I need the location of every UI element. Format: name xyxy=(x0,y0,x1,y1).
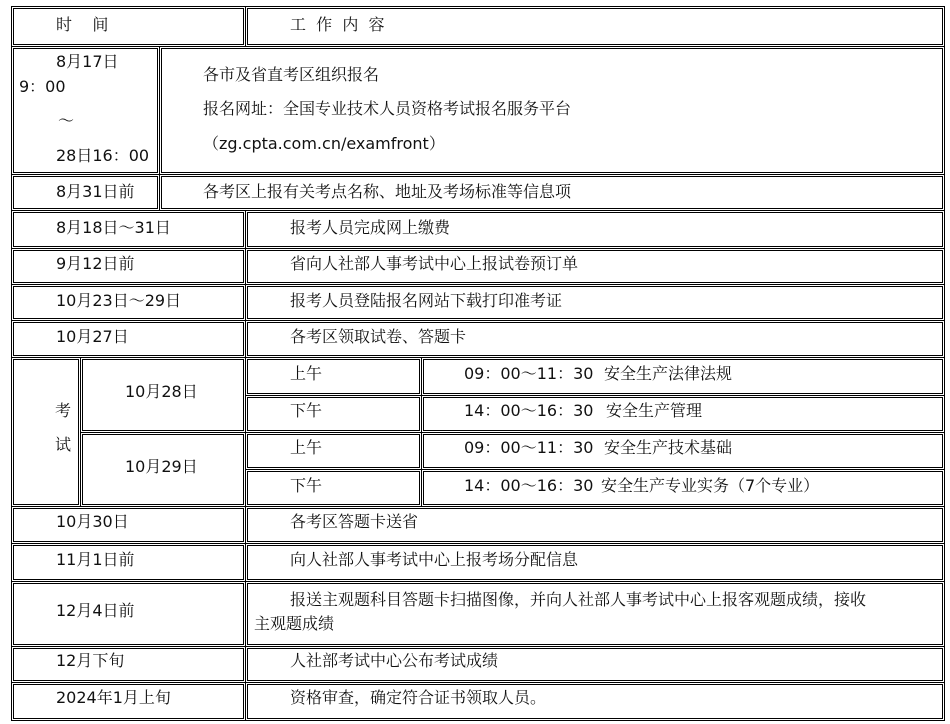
exam-label-cell xyxy=(11,357,81,507)
row-time-cell xyxy=(11,646,246,683)
row-content-cell xyxy=(159,174,945,211)
row-content-cell xyxy=(245,646,945,683)
row-content-cell xyxy=(245,682,945,721)
exam-period-cell xyxy=(245,432,422,470)
row-content: 资格审查，确定符合证书领取人员。 xyxy=(290,688,547,707)
row-time-cell xyxy=(11,174,160,211)
header-content-label: 工 作 内 容 xyxy=(290,15,385,34)
header-time-label: 时 间 xyxy=(56,15,109,34)
row-time-cell xyxy=(11,682,246,721)
row-content: 人社部考试中心公布考试成绩 xyxy=(290,651,499,670)
row-time-cell xyxy=(11,284,246,321)
row-content-cell xyxy=(245,284,945,321)
registration-time-line: ～ xyxy=(58,111,75,130)
row-content: 省向人社部人事考试中心上报试卷预订单 xyxy=(290,254,579,273)
registration-url-link[interactable]: （zg.cpta.com.cn/examfront） xyxy=(203,134,445,153)
header-time-cell xyxy=(11,6,246,47)
row-content-cell xyxy=(245,210,945,249)
exam-session-time: 14：00～16：30 xyxy=(464,401,594,420)
row-time: 12月4日前 xyxy=(56,601,135,620)
exam-label-char: 试 xyxy=(55,435,72,454)
exam-period-cell xyxy=(245,357,422,396)
registration-time-line: 8月17日 xyxy=(56,52,119,71)
row-time: 10月30日 xyxy=(56,512,129,531)
exam-session-time: 09：00～11：30 xyxy=(464,364,594,383)
exam-date-cell xyxy=(80,357,246,433)
row-content: 各考区领取试卷、答题卡 xyxy=(290,327,467,346)
row-content-cell xyxy=(245,581,945,647)
exam-subject: 安全生产技术基础 xyxy=(604,438,733,457)
row-content: 向人社部人事考试中心上报考场分配信息 xyxy=(290,550,579,569)
row-time: 2024年1月上旬 xyxy=(56,688,171,707)
exam-date-cell xyxy=(80,432,246,507)
row-time: 9月12日前 xyxy=(56,254,135,273)
exam-date: 10月29日 xyxy=(125,457,198,476)
row-time-cell xyxy=(11,210,246,249)
row-time: 12月下旬 xyxy=(56,651,125,670)
row-content: 报考人员登陆报名网站下载打印准考证 xyxy=(290,291,563,310)
row-time-cell xyxy=(11,543,246,582)
row-time-cell xyxy=(11,248,246,285)
row-time-cell xyxy=(11,320,246,358)
row-content: 报送主观题科目答题卡扫描图像，并向人社部人事考试中心上报客观题成绩，接收 xyxy=(290,590,867,609)
row-time: 8月31日前 xyxy=(56,182,135,201)
registration-content-cell xyxy=(159,46,945,175)
exam-session-cell xyxy=(421,469,945,507)
row-time-cell xyxy=(11,581,246,647)
exam-period-cell xyxy=(245,395,422,433)
row-time: 8月18日～31日 xyxy=(56,218,171,237)
exam-subject: 安全生产管理 xyxy=(606,401,703,420)
row-content-cell xyxy=(245,248,945,285)
row-content: 报考人员完成网上缴费 xyxy=(290,218,451,237)
exam-label-char: 考 xyxy=(55,401,72,420)
row-content-cell xyxy=(245,320,945,358)
registration-content-line: 各市及省直考区组织报名 xyxy=(203,65,380,84)
row-time: 10月23日～29日 xyxy=(56,291,182,310)
exam-session-time: 14：00～16：30 xyxy=(464,476,594,495)
registration-time-line: 28日16：00 xyxy=(56,146,150,165)
row-time: 10月27日 xyxy=(56,327,129,346)
row-content: 各考区答题卡送省 xyxy=(290,512,419,531)
registration-time-line: 9：00 xyxy=(19,77,66,96)
exam-session-cell xyxy=(421,432,945,470)
exam-period: 下午 xyxy=(290,401,323,420)
row-time: 11月1日前 xyxy=(56,550,135,569)
exam-date: 10月28日 xyxy=(125,382,198,401)
exam-period: 上午 xyxy=(290,364,323,383)
exam-period: 上午 xyxy=(290,438,323,457)
header-content-cell xyxy=(245,6,945,47)
registration-url-label[interactable]: 报名网址：全国专业技术人员资格考试报名服务平台 xyxy=(203,99,572,118)
row-content-cell xyxy=(245,543,945,582)
exam-subject: 安全生产专业实务（7个专业） xyxy=(601,476,820,495)
registration-time-cell xyxy=(11,46,160,175)
exam-session-cell xyxy=(421,357,945,396)
exam-session-time: 09：00～11：30 xyxy=(464,438,594,457)
row-content-cell xyxy=(245,506,945,544)
exam-subject: 安全生产法律法规 xyxy=(604,364,733,383)
row-content-continuation: 主观题成绩 xyxy=(254,614,335,633)
exam-period-cell xyxy=(245,469,422,507)
row-content: 各考区上报有关考点名称、地址及考场标准等信息项 xyxy=(203,182,572,201)
exam-session-cell xyxy=(421,395,945,433)
row-time-cell xyxy=(11,506,246,544)
exam-period: 下午 xyxy=(290,476,323,495)
